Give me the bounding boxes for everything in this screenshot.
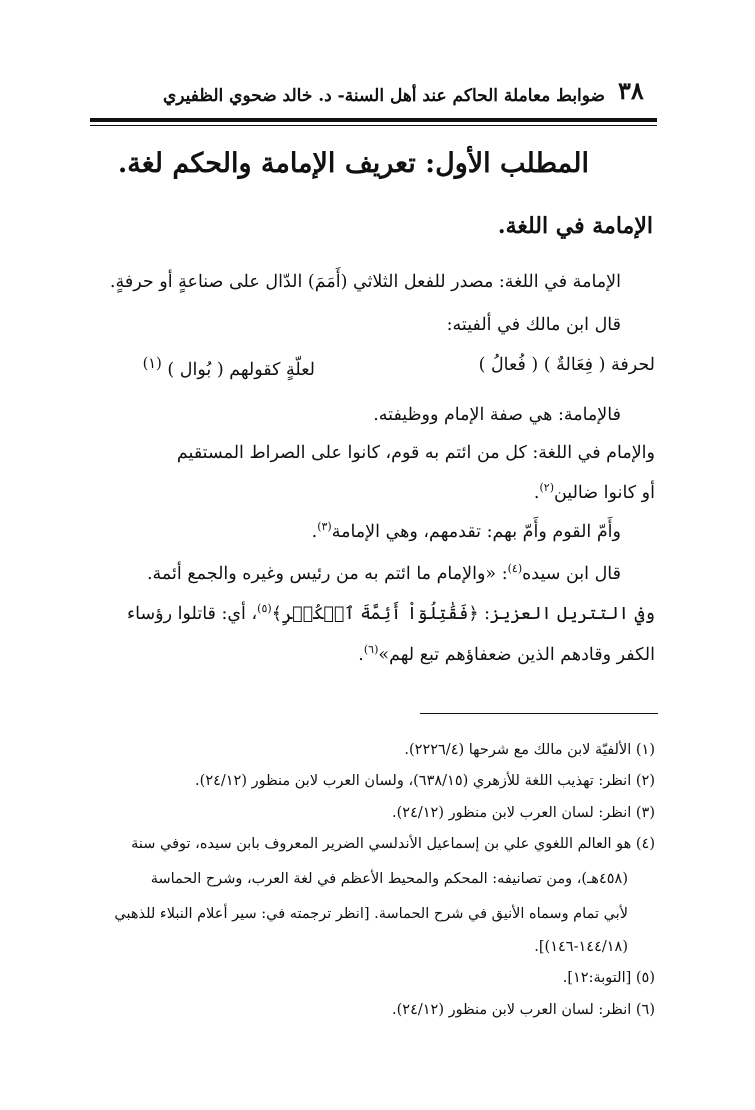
quran-verse: وفي التتريل العزيز: ﴿فَقَٰتِلُوٓاْ أَئِمَّةَ ٱلۡكُفۡرِ﴾	[271, 603, 655, 624]
page-number: ٣٨	[618, 76, 644, 105]
section-title-text: : تعريف الإمامة والحكم لغة.	[117, 148, 436, 179]
footnote-ref-4: (٤)	[507, 562, 523, 575]
paragraph-amm: وأَمّ القوم وأَمّ بهم: تقدمهم، وهي الإمامة$^{(٣)}$.	[311, 520, 621, 542]
footnote-1: (١) الألفيّة لابن مالك مع شرحها (٢٢٢٦/٤).	[404, 742, 655, 758]
verse-second-hemistich	[143, 355, 315, 380]
footnote-5: (٥) [التوبة:١٢].	[562, 970, 655, 986]
footnote-2: (٢) انظر: تهذيب اللغة للأزهري (٦٣٨/١٥)، ولسان العرب لابن منظور (٢٤/١٢).	[195, 773, 655, 789]
quran-explanation: ، أي: قاتلوا رؤساء	[126, 603, 258, 624]
footnote-ref-5: (٥)	[257, 602, 272, 615]
verse-left-text: لعلّةٍ كقولهم ( بُوال )	[167, 359, 315, 380]
imam-line2-text: أو كانوا ضالين	[553, 482, 655, 503]
paragraph-imam-line1: والإمام في اللغة: كل من ائتم به قوم، كانوا على الصراط المستقيم	[176, 443, 655, 463]
footnote-6: (٦) انظر: لسان العرب لابن منظور (٢٤/١٢).	[392, 1002, 655, 1018]
running-title: ضوابط معاملة الحاكم عند أهل السنة- د. خالد ضحوي الظفيري	[162, 86, 605, 106]
paragraph-definition: الإمامة في اللغة: مصدر للفعل الثلاثي (أَمَمَ) الدّال على صناعةٍ أو حرفةٍ.	[109, 272, 621, 292]
paragraph-imam-line2: أو كانوا ضالين$^{(٢)}$.	[533, 481, 655, 503]
footnote-ref-3: (٣)	[317, 520, 332, 533]
footnote-4-line3: لأبي تمام وسماه الأنيق في شرح الحماسة. [انظر ترجمته في: سير أعلام النبلاء للذهبي	[114, 906, 628, 922]
header-rule-thick	[90, 118, 657, 122]
footnote-4-line2: (٤٥٨هـ)، ومن تصانيفه: المحكم والمحيط الأعظم في لغة العرب، وشرح الحماسة	[150, 871, 628, 887]
header-rule-thin	[90, 125, 657, 126]
ibn-sidah-quote: : «والإمام ما ائتم به من رئيس وغيره والجمع أئمة.	[146, 563, 508, 584]
footnote-ref-2: (٢)	[539, 481, 554, 494]
verse-right-text: لحرفة ( فِعَالةٌ ) ( فُعالُ )	[478, 355, 655, 375]
ibn-sidah-name: قال ابن سيده	[522, 563, 621, 584]
paragraph-ibn-sidah	[147, 562, 621, 584]
kufr-text: الكفر وقادهم الذين ضعفاؤهم تبع لهم»	[378, 644, 655, 665]
footnote-4-line1: (٤) هو العالم اللغوي علي بن إسماعيل الأندلسي الضرير المعروف بابن سيده، توفي سنة	[131, 836, 655, 852]
paragraph-kufr: الكفر وقادهم الذين ضعفاؤهم تبع لهم»$^{(٦)}$.	[358, 643, 655, 665]
footnote-3: (٣) انظر: لسان العرب لابن منظور (٢٤/١٢).	[392, 805, 655, 821]
paragraph-quran	[127, 602, 655, 624]
paragraph-imamah-meaning: فالإمامة: هي صفة الإمام ووظيفته.	[373, 405, 621, 425]
paragraph-ibn-malik-intro: قال ابن مالك في ألفيته:	[446, 315, 621, 335]
footnote-4-line4: (١٤٤/١٨-١٤٦)].	[534, 939, 628, 955]
verse-first-hemistich	[479, 355, 655, 375]
section-title-label: المطلب الأول	[435, 148, 589, 179]
footnote-ref-6: (٦)	[363, 643, 379, 656]
footnote-ref-1: (١)	[142, 355, 162, 372]
section-title	[117, 148, 589, 179]
amm-text: وأَمّ القوم وأَمّ بهم: تقدمهم، وهي الإمامة	[331, 521, 621, 542]
subheading: الإمامة في اللغة.	[497, 213, 653, 239]
footnote-separator	[420, 713, 658, 714]
